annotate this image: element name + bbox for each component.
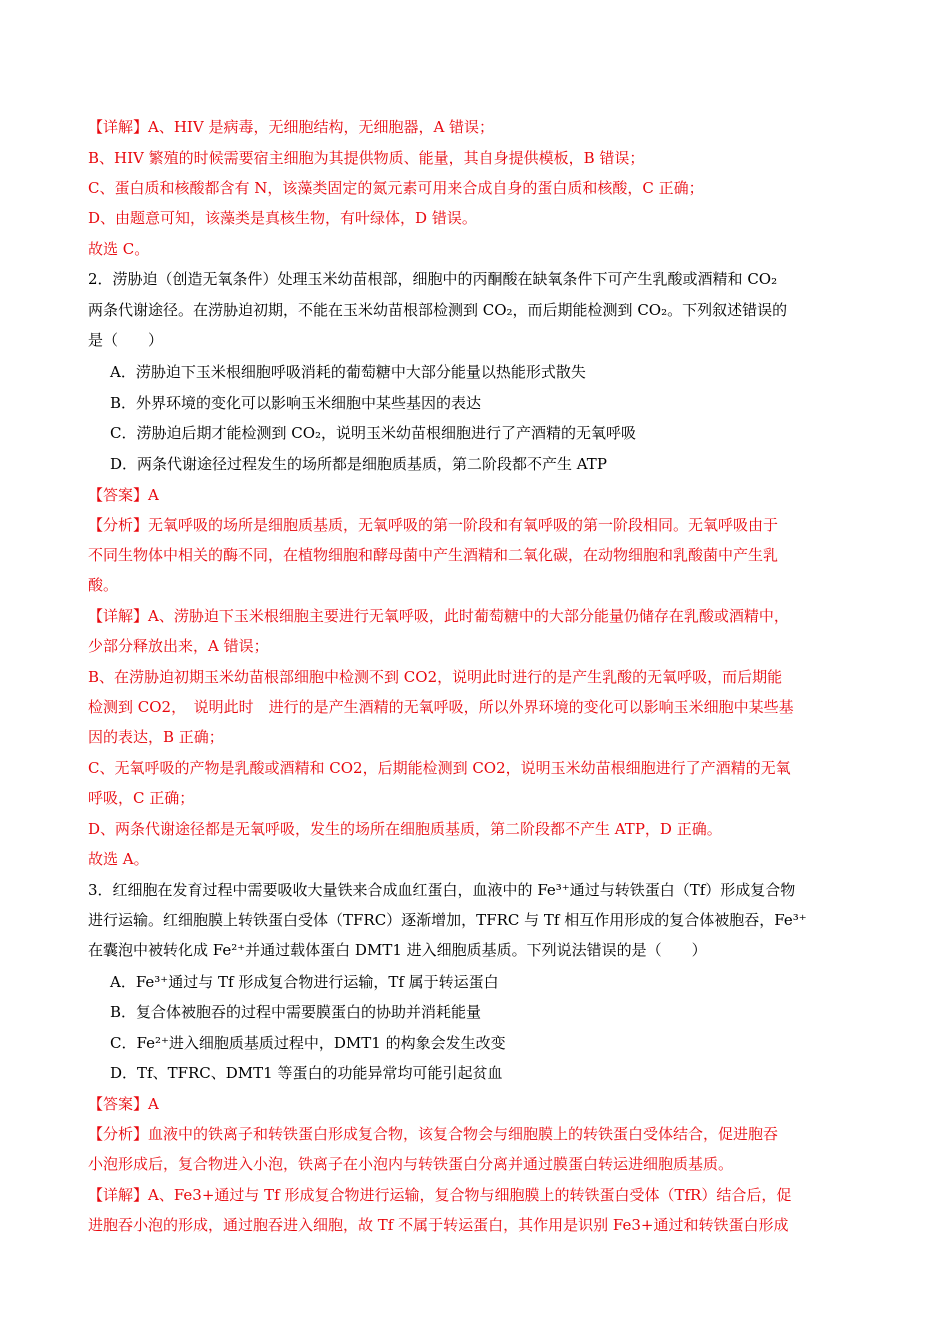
- analysis-line: 小泡形成后，复合物进入小泡，铁离子在小泡内与转铁蛋白分离并通过膜蛋白转运进细胞质基质。: [88, 1155, 734, 1173]
- question-2-stem: 是（ ）: [88, 331, 164, 349]
- text-line: C、蛋白质和核酸都含有 N，该藻类固定的氮元素可用来合成自身的蛋白质和核酸，C 正确；: [88, 179, 704, 197]
- question-3-stem: 3．红细胞在发育过程中需要吸收大量铁来合成血红蛋白，血液中的 Fe³⁺通过与转铁蛋白（Tf）形成复合物: [88, 881, 796, 899]
- explanation-line: 进胞吞小泡的形成，通过胞吞进入细胞，故 Tf 不属于转运蛋白，其作用是识别 Fe3+通过和转铁蛋白形成: [88, 1216, 789, 1234]
- option-c: C．Fe²⁺进入细胞质基质过程中，DMT1 的构象会发生改变: [110, 1034, 506, 1052]
- option-c: C．涝胁迫后期才能检测到 CO₂，说明玉米幼苗根细胞进行了产酒精的无氧呼吸: [110, 424, 637, 442]
- text-line: B、HIV 繁殖的时候需要宿主细胞为其提供物质、能量，其自身提供模板，B 错误；: [88, 149, 645, 167]
- analysis-line: 【分析】血液中的铁离子和转铁蛋白形成复合物，该复合物会与细胞膜上的转铁蛋白受体结合，促进胞吞: [88, 1125, 779, 1143]
- explanation-line: 【详解】A、Fe3+通过与 Tf 形成复合物进行运输，复合物与细胞膜上的转铁蛋白受体（TfR）结合后，促: [88, 1186, 792, 1204]
- explanation-line: 因的表达，B 正确；: [88, 728, 224, 746]
- explanation-line: 【详解】A、涝胁迫下玉米根细胞主要进行无氧呼吸，此时葡萄糖中的大部分能量仍储存在乳酸或酒精中，: [88, 607, 789, 625]
- option-d: D．两条代谢途径过程发生的场所都是细胞质基质，第二阶段都不产生 ATP: [110, 455, 607, 473]
- explanation-line: D、两条代谢途径都是无氧呼吸，发生的场所在细胞质基质，第二阶段都不产生 ATP，D 正确。: [88, 820, 722, 838]
- text-line: 故选 C。: [88, 240, 150, 258]
- option-a: A．涝胁迫下玉米根细胞呼吸消耗的葡萄糖中大部分能量以热能形式散失: [110, 363, 586, 381]
- text-line: D、由题意可知，该藻类是真核生物，有叶绿体，D 错误。: [88, 209, 477, 227]
- option-b: B．复合体被胞吞的过程中需要膜蛋白的协助并消耗能量: [110, 1003, 482, 1021]
- question-3-stem: 进行运输。红细胞膜上转铁蛋白受体（TFRC）逐渐增加，TFRC 与 Tf 相互作用形成的复合体被胞吞，Fe³⁺: [88, 911, 807, 929]
- answer-line: 【答案】A: [88, 1095, 159, 1113]
- question-3-stem: 在囊泡中被转化成 Fe²⁺并通过载体蛋白 DMT1 进入细胞质基质。下列说法错误的是（ ）: [88, 941, 707, 959]
- analysis-line: 【分析】无氧呼吸的场所是细胞质基质，无氧呼吸的第一阶段和有氧呼吸的第一阶段相同。无氧呼吸由于: [88, 516, 779, 534]
- explanation-line: 呼吸，C 正确；: [88, 789, 195, 807]
- analysis-line: 酸。: [88, 576, 119, 594]
- answer-line: 【答案】A: [88, 486, 159, 504]
- option-d: D．Tf、TFRC、DMT1 等蛋白的功能异常均可能引起贫血: [110, 1064, 503, 1082]
- explanation-line: B、在涝胁迫初期玉米幼苗根部细胞中检测不到 CO2，说明此时进行的是产生乳酸的无氧呼吸，而后期能: [88, 668, 783, 686]
- question-2-stem: 2．涝胁迫（创造无氧条件）处理玉米幼苗根部，细胞中的丙酮酸在缺氧条件下可产生乳酸或酒精和 CO₂: [88, 270, 778, 288]
- option-b: B．外界环境的变化可以影响玉米细胞中某些基因的表达: [110, 394, 482, 412]
- analysis-line: 不同生物体中相关的酶不同，在植物细胞和酵母菌中产生酒精和二氧化碳，在动物细胞和乳酸菌中产生乳: [88, 546, 779, 564]
- conclusion-line: 故选 A。: [88, 850, 149, 868]
- question-2-stem: 两条代谢途径。在涝胁迫初期，不能在玉米幼苗根部检测到 CO₂，而后期能检测到 CO₂。下列叙述错误的: [88, 301, 788, 319]
- option-a: A．Fe³⁺通过与 Tf 形成复合物进行运输，Tf 属于转运蛋白: [110, 973, 499, 991]
- explanation-line: 检测到 CO2， 说明此时 进行的是产生酒精的无氧呼吸，所以外界环境的变化可以影响玉米细胞中某些基: [88, 698, 794, 716]
- text-line: 【详解】A、HIV 是病毒，无细胞结构，无细胞器，A 错误；: [88, 118, 495, 136]
- explanation-line: C、无氧呼吸的产物是乳酸或酒精和 CO2，后期能检测到 CO2，说明玉米幼苗根细胞进行了产酒精的无氧: [88, 759, 791, 777]
- explanation-line: 少部分释放出来，A 错误；: [88, 637, 269, 655]
